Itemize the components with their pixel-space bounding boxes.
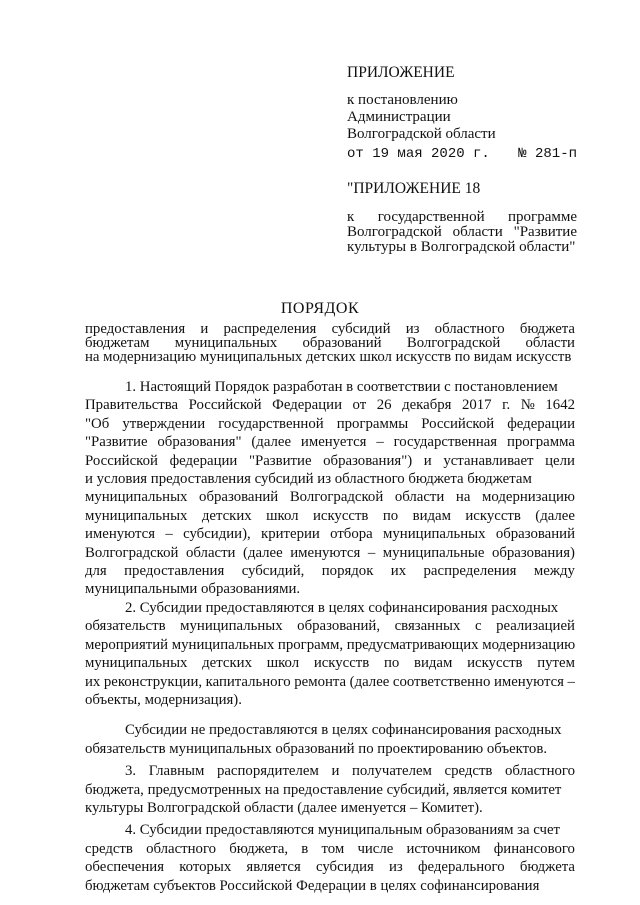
word: отбора (330, 526, 373, 543)
word: именуются (493, 673, 564, 690)
appendix-header (347, 64, 496, 143)
word: федерального (417, 859, 505, 876)
subtitle-line (85, 350, 575, 364)
word: утверждении (122, 415, 206, 432)
word: предоставления (85, 321, 186, 337)
body-line (85, 721, 575, 739)
word: цели (545, 452, 575, 469)
word: распорядителем (216, 763, 319, 780)
word: муниципальных (383, 526, 486, 543)
word: образований (302, 335, 382, 351)
word: – (367, 544, 376, 561)
word: Федерации (292, 877, 367, 894)
body-line (85, 840, 575, 858)
word: к (347, 209, 355, 225)
word: 1. Настоящий Порядок разработан в соответствии с постановлением (125, 379, 558, 395)
word: на (455, 489, 471, 506)
word: государственной (218, 415, 324, 432)
word: Федерации (272, 397, 343, 414)
word: финансового (493, 840, 575, 857)
word: – (567, 673, 575, 690)
word: критерии (261, 526, 320, 543)
resolution-date (347, 146, 490, 162)
word: № (520, 397, 535, 414)
word: 4. Субсидии предоставляются муниципальным образованиям за счет (125, 822, 560, 839)
program-line (347, 210, 577, 225)
subtitle-line (85, 336, 575, 350)
word: обеспечения (85, 859, 165, 876)
word: их (85, 673, 101, 690)
word: бюджетам (85, 335, 150, 351)
word: искусств (465, 507, 521, 524)
word: Волгоградской (85, 544, 179, 561)
word: области (525, 335, 575, 351)
word: школ (266, 655, 300, 672)
word: Российской (188, 397, 262, 414)
body-paragraph (85, 762, 575, 817)
word: субсидия (315, 859, 374, 876)
word: на модернизацию муниципальных детских школ искусств по видам искусств (85, 349, 572, 365)
word: капитального (205, 673, 291, 690)
word: образования") (323, 452, 413, 469)
word: Субсидии не предоставляются в целях софинансирования расходных (125, 722, 562, 739)
body-line (85, 415, 575, 433)
word: обязательств (85, 618, 166, 635)
word: целях (376, 877, 417, 894)
body-line (85, 781, 575, 799)
word: "Развитие (85, 434, 148, 451)
word: для (85, 563, 107, 580)
body-paragraph (85, 599, 575, 709)
word: с (474, 618, 482, 635)
body-line (85, 654, 575, 672)
body-line (85, 562, 575, 580)
word: средств (444, 763, 493, 780)
body-line (85, 452, 575, 470)
body-line (85, 740, 575, 758)
word: программе (508, 209, 577, 225)
word: (далее (349, 673, 390, 690)
word: видам (412, 507, 451, 524)
body-line (85, 544, 575, 562)
word: муниципальными образованиями. (85, 581, 301, 598)
word: образования" (157, 434, 242, 451)
word: муниципальных (85, 507, 188, 524)
word: порядок (321, 563, 374, 580)
body-line (85, 470, 575, 488)
word: муниципальных (85, 489, 188, 506)
word: источником (406, 840, 481, 857)
word: и (200, 321, 209, 337)
word: видам (414, 655, 453, 672)
program-line (347, 240, 577, 255)
word: областного (434, 321, 505, 337)
word: Волгоградской (347, 224, 442, 240)
word: из (389, 859, 403, 876)
word: Российской (85, 452, 158, 469)
word: бюджета (519, 321, 575, 337)
word: получателем (352, 763, 432, 780)
word: реконструкции, (103, 673, 203, 690)
word: в (301, 840, 309, 857)
word: 3. (125, 763, 137, 780)
program-line (347, 225, 577, 240)
word: мероприятий муниципальных программ, предусматривающих модернизацию (85, 636, 576, 653)
word: федерации (507, 415, 575, 432)
word: от (352, 397, 367, 414)
date-value: 19 мая 2020 г. (372, 146, 490, 162)
document-subtitle (85, 322, 575, 364)
body-line (85, 691, 575, 709)
word: области (186, 544, 236, 561)
word: государственной (377, 209, 485, 225)
word: муниципальных (174, 335, 278, 351)
word: области (394, 489, 445, 506)
resolution-date-line (347, 146, 577, 162)
word: программа (506, 434, 575, 451)
word: 1642 (545, 397, 575, 414)
body-line (85, 821, 575, 839)
word: именуются (290, 544, 361, 561)
word: распределения (423, 563, 517, 580)
word: предоставления (124, 563, 225, 580)
word: путем (537, 655, 575, 672)
body-line (85, 507, 575, 525)
body-line (85, 858, 575, 876)
word: Российской (215, 877, 293, 894)
word: культуры Волгоградской области (далее именуется – Комитет). (85, 799, 483, 816)
word: модернизацию (482, 489, 575, 506)
subtitle-line (85, 322, 575, 336)
word: их (390, 563, 407, 580)
word: бюджета (519, 859, 575, 876)
resolution-line-1: к постановлению (347, 92, 458, 108)
body-paragraph (85, 721, 575, 758)
body-paragraph (85, 821, 575, 895)
word: реализацией (496, 618, 575, 635)
word: искусств (312, 507, 369, 524)
word: по (382, 507, 399, 524)
appendix-title: ПРИЛОЖЕНИЕ (347, 64, 455, 81)
resolution-line-3: Волгоградской области (347, 126, 496, 142)
appendix-18-title: "ПРИЛОЖЕНИЕ 18 (347, 180, 481, 197)
word: числе (357, 840, 394, 857)
appendix-18-program (347, 210, 577, 255)
word: муниципальные (382, 544, 485, 561)
body-line (85, 673, 575, 691)
word: по (383, 655, 400, 672)
word: между (533, 563, 575, 580)
word: и условия предоставления субсидий из областного бюджета бюджетам (85, 471, 532, 488)
resolution-line-2: Администрации (347, 109, 451, 125)
word: обязательств муниципальных образований по проектированию объектов. (85, 740, 548, 757)
word: детских (202, 655, 252, 672)
body-line (85, 636, 575, 654)
word: связанных (394, 618, 461, 635)
body-paragraph (85, 378, 575, 599)
word: областного (146, 840, 217, 857)
word: г. (502, 397, 511, 414)
word: бюджета, (229, 840, 289, 857)
body-line (85, 488, 575, 506)
word: является (246, 859, 301, 876)
word: том (321, 840, 345, 857)
date-prefix: от (347, 146, 364, 162)
word: "Об (85, 415, 110, 432)
body-line (85, 799, 575, 817)
document-body (85, 378, 575, 895)
word: средств (85, 840, 133, 857)
word: соответственно (392, 673, 491, 690)
word: устанавливает (443, 452, 534, 469)
word: Российской (421, 415, 495, 432)
body-line (85, 599, 575, 617)
word: которых (179, 859, 232, 876)
body-line (85, 378, 575, 396)
word: объекты, модернизация). (85, 691, 242, 708)
word: из (405, 321, 420, 337)
word: государственная (393, 434, 498, 451)
word: распределения (223, 321, 317, 337)
word: образования) (491, 544, 575, 561)
word: в (366, 877, 377, 894)
word: и (423, 452, 432, 469)
word: муниципальных (180, 618, 283, 635)
word: области (452, 224, 503, 240)
word: муниципальных (85, 655, 188, 672)
body-line (85, 433, 575, 451)
word: – (165, 526, 173, 543)
word: Волгоградской (406, 335, 501, 351)
word: ремонта (294, 673, 347, 690)
word: 2017 (461, 397, 492, 414)
word: областного (505, 763, 575, 780)
word: бюджетам (85, 877, 150, 894)
word: – (376, 434, 384, 451)
word: "Развитие (513, 224, 577, 240)
word: субсидии), (183, 526, 251, 543)
word: (далее (251, 434, 292, 451)
word: субсидий (331, 321, 391, 337)
word: искусств (313, 655, 370, 672)
word: Главным (148, 763, 205, 780)
word: программы (336, 415, 409, 432)
word: образований (495, 526, 575, 543)
word: образований (199, 489, 279, 506)
word: субсидий, (241, 563, 305, 580)
word: бюджета, предусмотренных на предоставление субсидий, является комитет (85, 781, 562, 798)
word: образований, (297, 618, 381, 635)
word: 26 (376, 397, 392, 414)
word: (далее (535, 507, 575, 524)
word: "Развитие (248, 452, 312, 469)
body-line (85, 580, 575, 598)
body-line (85, 617, 575, 635)
resolution-number: № 281-п (518, 146, 577, 162)
body-line (85, 525, 575, 543)
word: и (331, 763, 340, 780)
word: именуются (85, 526, 156, 543)
word: федерации (169, 452, 238, 469)
word: субъектов (149, 877, 216, 894)
body-line (85, 396, 575, 414)
word: (далее (243, 544, 283, 561)
word: детских (201, 507, 252, 524)
word: софинансирования (416, 877, 540, 894)
word: искусств (467, 655, 523, 672)
word: культуры в Волгоградской области" (347, 239, 576, 255)
document-title: ПОРЯДОК (280, 300, 360, 317)
body-line (85, 877, 575, 895)
body-line (85, 762, 575, 780)
word: именуется (300, 434, 367, 451)
word: 2. Субсидии предоставляются в целях софинансирования расходных (125, 599, 559, 616)
word: декабря (402, 397, 452, 414)
word: Волгоградской (289, 489, 384, 506)
word: школ (266, 507, 299, 524)
word: Правительства (85, 397, 179, 414)
